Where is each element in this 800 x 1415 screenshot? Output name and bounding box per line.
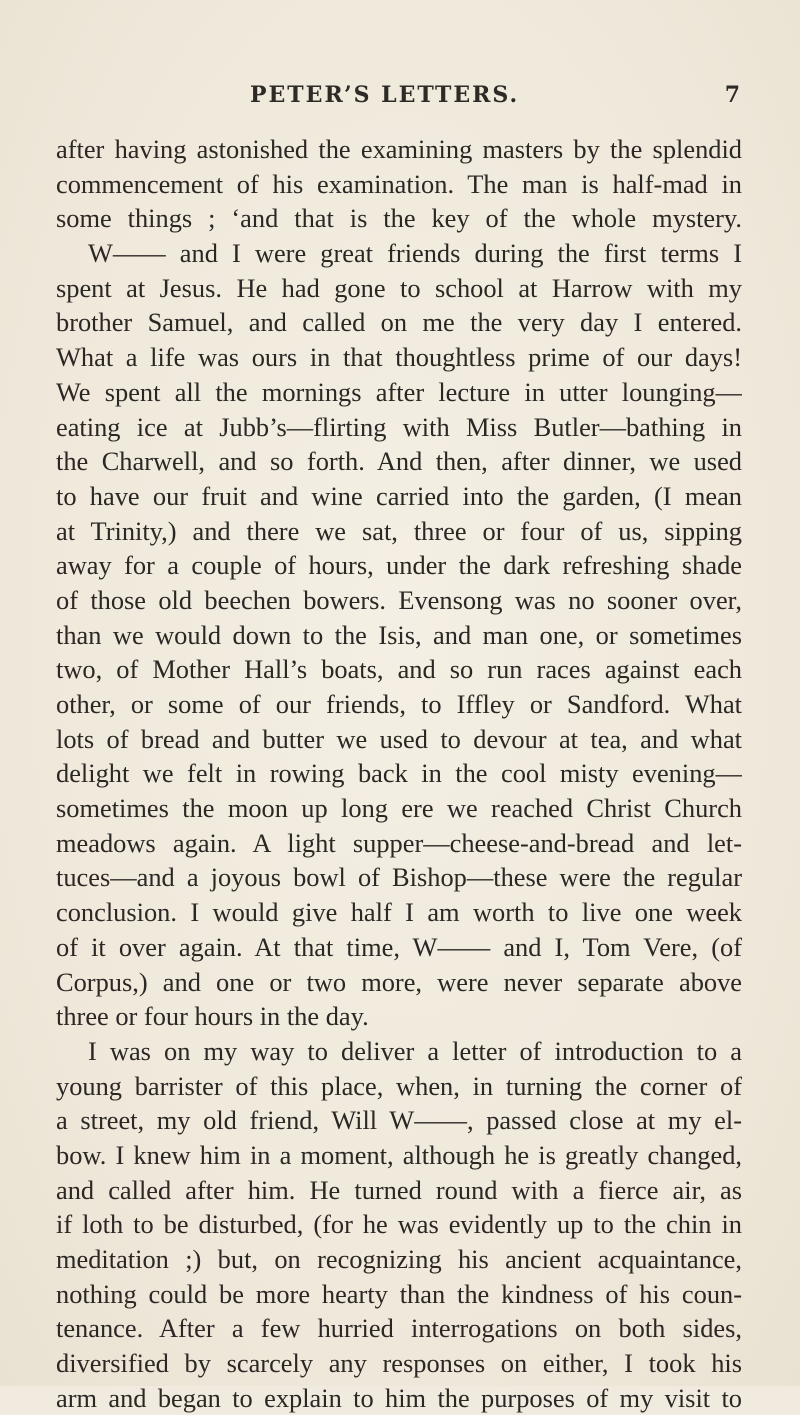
text-line: two, of Mother Hall’s boats, and so run races against each xyxy=(56,654,742,685)
body-text xyxy=(56,132,742,1415)
text-line: a street, my old friend, Will W——, passed close at my el- xyxy=(56,1105,742,1136)
text-line: diversified by scarcely any responses on either, I took his xyxy=(56,1348,742,1379)
text-line: tuces—and a joyous bowl of Bishop—these were the regular xyxy=(56,862,742,893)
text-line: lots of bread and butter we used to devour at tea, and what xyxy=(56,723,742,754)
text-line: conclusion. I would give half I am worth to live one week xyxy=(56,897,742,928)
page-header xyxy=(60,82,740,116)
text-line: spent at Jesus. He had gone to school at Harrow with my xyxy=(56,272,742,303)
text-line: sometimes the moon up long ere we reached Christ Church xyxy=(56,793,742,824)
text-line: at Trinity,) and there we sat, three or four of us, sipping xyxy=(56,515,742,546)
text-line: of it over again. At that time, W—— and I, Tom Vere, (of xyxy=(56,931,742,962)
page-number: 7 xyxy=(724,82,740,108)
text-line: meditation ;) but, on recognizing his ancient acquaintance, xyxy=(56,1244,742,1274)
text-line: and called after him. He turned round with a fierce air, as xyxy=(56,1174,742,1205)
text-line: three or four hours in the day. xyxy=(56,1001,369,1032)
text-line: W—— and I were great friends during the first terms I xyxy=(88,238,742,269)
text-line: to have our fruit and wine carried into the garden, (I mean xyxy=(56,480,742,511)
text-line: brother Samuel, and called on me the very day I entered. xyxy=(56,307,742,338)
text-line: tenance. After a few hurried interrogations on both sides, xyxy=(56,1313,742,1344)
text-line: I was on my way to deliver a letter of introduction to a xyxy=(88,1035,742,1066)
text-line: of those old beechen bowers. Evensong was no sooner over, xyxy=(56,584,742,615)
text-line: commencement of his examination. The man is half-mad in xyxy=(56,168,742,199)
text-line: We spent all the mornings after lecture in utter lounging— xyxy=(56,376,742,407)
text-line: arm and began to explain to him the purposes of my visit to xyxy=(56,1382,742,1413)
text-line: after having astonished the examining masters by the splendid xyxy=(56,134,742,164)
text-line: than we would down to the Isis, and man one, or sometimes xyxy=(56,619,742,650)
text-line: the Charwell, and so forth. And then, after dinner, we used xyxy=(56,446,742,477)
text-line: nothing could be more hearty than the kindness of his coun- xyxy=(56,1278,742,1309)
text-line: What a life was ours in that thoughtless prime of our days! xyxy=(56,342,742,373)
text-line: bow. I knew him in a moment, although he is greatly changed, xyxy=(56,1139,742,1170)
text-line: meadows again. A light supper—cheese-and-bread and let- xyxy=(56,827,742,858)
text-line: eating ice at Jubb’s—flirting with Miss Butler—bathing in xyxy=(56,411,742,442)
running-head: PETER’S LETTERS. xyxy=(250,82,520,108)
text-line: young barrister of this place, when, in turning the corner of xyxy=(56,1070,742,1101)
text-line: some things ; ‘and that is the key of the whole mystery. xyxy=(56,203,742,234)
text-line: delight we felt in rowing back in the cool misty evening— xyxy=(56,758,742,789)
text-line: Corpus,) and one or two more, were never separate above xyxy=(56,966,742,997)
text-line: other, or some of our friends, to Iffley or Sandford. What xyxy=(56,689,742,719)
text-line: away for a couple of hours, under the dark refreshing shade xyxy=(56,550,742,581)
text-line: if loth to be disturbed, (for he was evidently up to the chin in xyxy=(56,1209,742,1240)
